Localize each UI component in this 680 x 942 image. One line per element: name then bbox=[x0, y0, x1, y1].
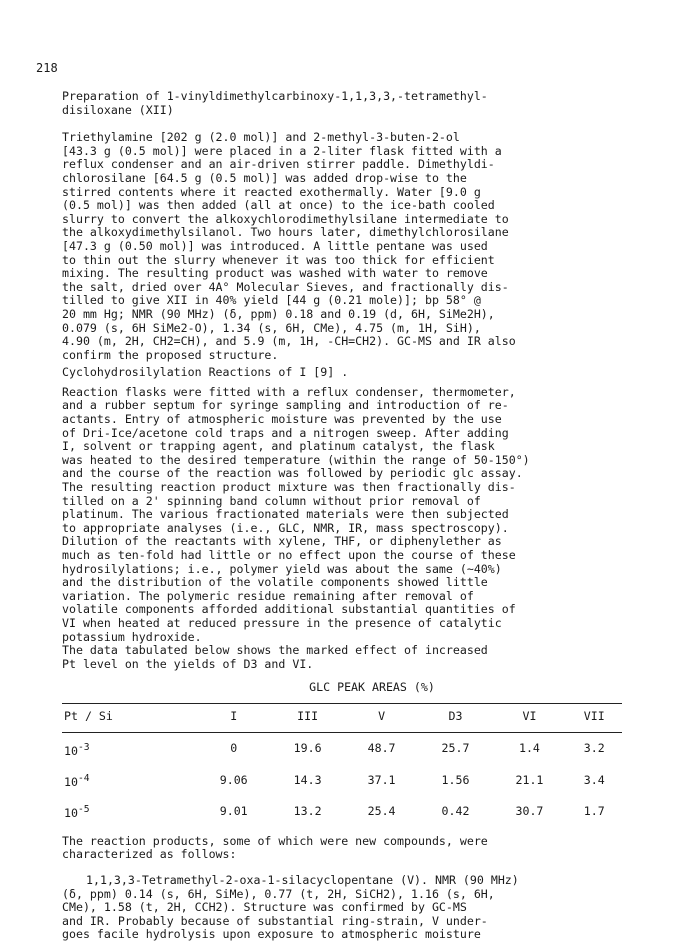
table-cell: 25.4 bbox=[367, 804, 396, 819]
table-cell: 3.2 bbox=[583, 741, 605, 756]
table-cell: 37.1 bbox=[367, 772, 396, 787]
page-number: 218 bbox=[36, 61, 58, 75]
table-cell: 13.2 bbox=[293, 804, 322, 819]
table-cell: $10^{-5}$ bbox=[64, 804, 90, 821]
preparation-paragraph: Triethylamine [202 g (2.0 mol)] and 2-methyl-3-buten-2-ol [43.3 g (0.5 mol)] were placed in a 2-liter flask fitted with a reflux condenser and an air-driven stirrer paddle. Dimethyldi- chlorosilane [64.5 g (0.5 mol)] was added drop-wise to the stirred contents where it reacted exothermally. Water [9.0 g (0.5 mol)] was then added (all at once) to the ice-bath cooled slurry to convert the alkoxychlorodimethylsilane intermediate to the alkoxydimethylsilanol. Two hours later, dimethylchlorosilane [47.3 g (0.50 mol)] was introduced. A little pentane was used to thin out the slurry whenever it was too thick for efficient mixing. The resulting product was washed with water to remove the salt, dried over 4A° Molecular Sieves, and fractionally dis- tilled to give XII in 40% yield [44 g (0.21 mole)]; bp 58° @ 20 mm Hg; NMR (90 MHz) (δ, ppm) 0.18 and 0.19 (d, 6H, SiMe2H), 0.079 (s, 6H SiMe2-O), 1.34 (s, 6H, CMe), 4.75 (m, 1H, SiH), 4.90 (m, 2H, CH2=CH), and 5.9 (m, 1H, -CH=CH2). GC-MS and IR also confirm the proposed structure. bbox=[62, 130, 516, 362]
table-intro-paragraph: The data tabulated below shows the marked effect of increased Pt level on the yields of D3 and VI. bbox=[62, 643, 488, 671]
procedure-paragraph: Reaction flasks were fitted with a reflux condenser, thermometer, and a rubber septum for syringe sampling and introduction of re- actants. Entry of atmospheric moisture was prevented by the use of Dri-Ice/acetone cold traps and a nitrogen sweep. After adding I, solvent or trapping agent, and platinum catalyst, the flask was heated to the desired temperature (within the range of 50-150°) and the course of the reaction was followed by periodic glc assay. The resulting reaction product mixture was then fractionally dis- tilled on a 2' spinning band column without prior removal of platinum. The various fractionated materials were then subjected to appropriate analyses (i.e., GLC, NMR, IR, mass spectroscopy). Dilution of the reactants with xylene, THF, or diphenylether as much as ten-fold had little or no effect upon the course of these hydrosilylations; i.e., polymer yield was about the same (~40%) and the distribution of the volatile components showed little variation. The polymeric residue remaining after removal of volatile components afforded additional substantial quantities of VI when heated at reduced pressure in the presence of catalytic potassium hydroxide. bbox=[62, 384, 530, 644]
table-row bbox=[62, 764, 622, 795]
table-cell: 1.7 bbox=[583, 804, 605, 819]
table-cell: 14.3 bbox=[293, 772, 322, 787]
table-cell: 0 bbox=[230, 741, 238, 756]
table-header-cell: III bbox=[297, 708, 319, 723]
table-cell: 30.7 bbox=[515, 804, 544, 819]
table-cell: 1.56 bbox=[441, 772, 470, 787]
table-cell: 1.4 bbox=[518, 741, 540, 756]
table-caption: GLC PEAK AREAS (%) bbox=[309, 680, 435, 695]
table-cell: 21.1 bbox=[515, 772, 544, 787]
table-header-cell: V bbox=[378, 708, 386, 723]
glc-peak-areas-table bbox=[62, 703, 622, 831]
table-header-cell: D3 bbox=[448, 708, 463, 723]
table-header-cell: VI bbox=[522, 708, 537, 723]
glc-table-block bbox=[62, 681, 642, 831]
table-cell: 9.01 bbox=[219, 804, 248, 819]
table-row bbox=[62, 795, 622, 830]
table-header-cell: I bbox=[230, 708, 238, 723]
table-cell: 3.4 bbox=[583, 772, 605, 787]
section-heading-cyclohydrosilylation: Cyclohydrosilylation Reactions of I [9] . bbox=[62, 365, 349, 380]
table-cell: $10^{-3}$ bbox=[64, 741, 90, 758]
table-cell: $10^{-4}$ bbox=[64, 772, 90, 789]
table-cell: 25.7 bbox=[441, 741, 470, 756]
table-header-cell: Pt / Si bbox=[64, 708, 113, 723]
document-body bbox=[62, 62, 642, 942]
section-title-xii: Preparation of 1-vinyldimethylcarbinoxy-1,1,3,3,-tetramethyl- disiloxane (XII) bbox=[62, 89, 488, 117]
compound-v-paragraph: 1,1,3,3-Tetramethyl-2-oxa-1-silacyclopentane (V). NMR (90 MHz) (δ, ppm) 0.14 (s, 6H, SiMe), 0.77 (t, 2H, SiCH2), 1.16 (s, 6H, CMe), 1.58 (t, 2H, CCH2). Structure was confirmed by GC-MS and IR. Probably because of substantial ring-strain, V under- goes facile hydrolysis upon exposure to atmospheric moisture bbox=[62, 873, 519, 942]
table-header-row bbox=[62, 703, 622, 732]
table-cell: 0.42 bbox=[441, 804, 470, 819]
characterization-intro: The reaction products, some of which were new compounds, were characterized as follows: bbox=[62, 833, 488, 862]
table-cell: 9.06 bbox=[219, 772, 248, 787]
table-header-cell: VII bbox=[583, 708, 605, 723]
table-cell: 19.6 bbox=[293, 741, 322, 756]
table-row bbox=[62, 732, 622, 764]
table-cell: 48.7 bbox=[367, 741, 396, 756]
